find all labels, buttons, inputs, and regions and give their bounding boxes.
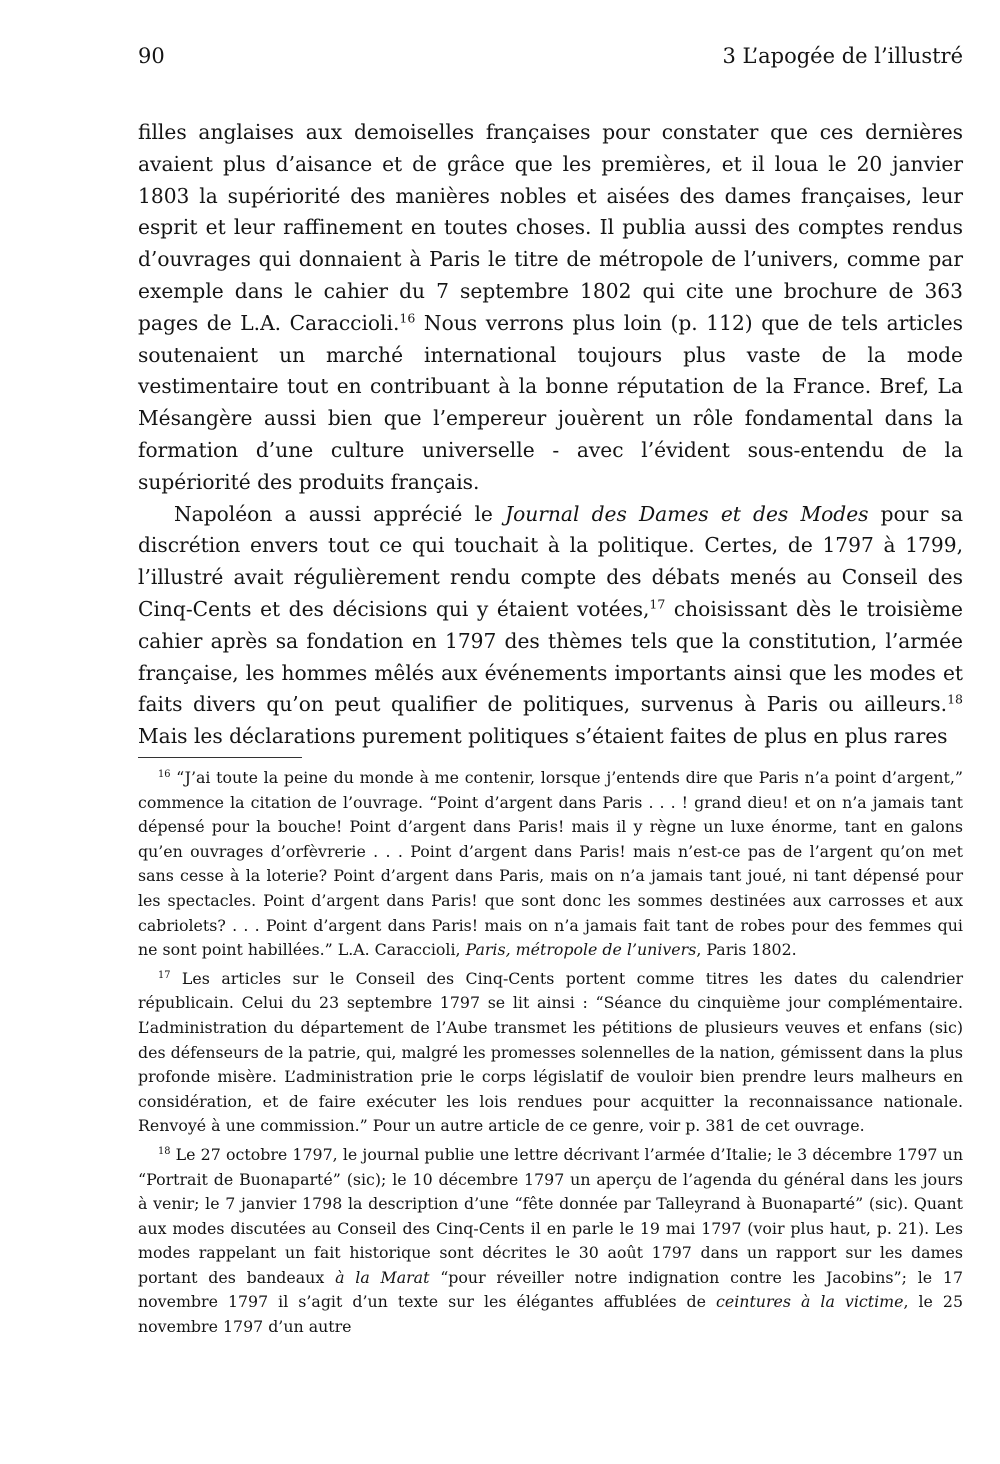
running-head: 3 L’apogée de l’illustré [722,44,963,68]
paragraph-2-text-b: pour sa discrétion envers tout ce qui touchait à la politique. Certes, de 1797 à 1799, l’illustré avait régulièrement rendu compte des débats menés au Conseil des Cinq-Cents et des décisions qui y étaient votées, [138,501,963,621]
footnote-rule [138,757,302,758]
footnote-18-text-c: , le 25 novembre 1797 d’un autre [138,1292,963,1337]
footnote-16-book-title: Paris, métropole de l’univers [465,940,697,960]
paragraph-2 [138,499,963,753]
footnote-ref-17: 17 [649,596,666,612]
footnote-number: 16 [158,768,171,780]
page-header [138,44,963,80]
paragraph-1-text-cont: Nous verrons plus loin (p. 112) que de tels articles soutenaient un marché international toujours plus vaste de la mode vestimentaire tout en contribuant à la bonne réputation de la France. Bref, La Mésangère aussi bien que l’empereur jouèrent un rôle fondamental dans la formation d’une culture universelle - avec l’évident sous-entendu de la supériorité des produits français. [138,310,963,494]
footnote-18-text: Le 27 octobre 1797, le journal publie une lettre décrivant l’armée d’Italie; le 3 décembre 1797 un “Portrait de Buonaparté” (sic); le 10 décembre 1797 un aperçu de l’agenda du général dans les jours à venir; le 7 janvier 1798 la description d’une “fête donnée par Talleyrand à Buonaparté” (sic). Quant aux modes discutées au Conseil des Cinq-Cents il en parle le 19 mai 1797 (voir plus haut, p. 21). Les modes rappelant un fait historique sont décrites le 30 août 1797 dans un rapport sur les dames portant des bandeaux [138,1144,963,1287]
paragraph-1 [138,117,963,499]
footnote-number: 17 [158,969,171,981]
footnote-ref-18: 18 [947,691,963,707]
footnote-17-text: Les articles sur le Conseil des Cinq-Cents portent comme titres les dates du calendrier républicain. Celui du 23 septembre 1797 se lit ainsi : “Séance du cinquième jour complémentaire. L’administration du département de l’Aube transmet les pétitions de plusieurs veuves et enfans (sic) des défenseurs de la patrie, qui, malgré les promesses solennelles de la nation, gémissent dans la plus profonde misère. L’administration prie le corps législatif de vouloir bien prendre leurs malheurs en considération, et de faire exécuter les lois rendues pour acquitter la reconnaissance nationale. Renvoyé à une commission.” Pour un autre article de ce genre, voir p. 381 de cet ouvrage. [138,968,963,1136]
footnote-18 [138,1143,963,1340]
footnote-16 [138,766,963,963]
journal-title: Journal des Dames et des Modes [505,501,869,526]
paragraph-1-text: filles anglaises aux demoiselles françaises pour constater que ces dernières avaient plus d’aisance et de grâce que les premières, et il loua le 20 janvier 1803 la supériorité des manières nobles et aisées des dames françaises, leur esprit et leur raffinement en toutes choses. Il publia aussi des comptes rendus d’ouvrages qui donnaient à Paris le titre de métropole de l’univers, comme par exemple dans le cahier du 7 septembre 1802 qui cite une brochure de 363 pages de L.A. Caraccioli. [138,120,963,335]
footnote-16-text: “J’ai toute la peine du monde à me contenir, lorsque j’entends dire que Paris n’a point d’argent,” commence la citation de l’ouvrage. “Point d’argent dans Paris . . . ! grand dieu! et on n’a jamais tant dépensé pour la bouche! Point d’argent dans Paris! mais il y règne un luxe énorme, tant en galons qu’en ouvrages d’orfèvrerie . . . Point d’argent dans Paris! mais n’est-ce pas de l’argent qu’on met sans cesse à la loterie? Point d’argent dans Paris, mais on n’a jamais tant joué, ni tant dépensé pour les spectacles. Point d’argent dans Paris! que sont donc les sommes destinées aux carrosses et aux cabriolets? . . . Point d’argent dans Paris! mais on n’a jamais fait tant de robes pour des femmes qui ne sont point habillées.” L.A. Caraccioli, [138,768,963,960]
footnote-ref-16: 16 [399,310,416,326]
page-number: 90 [138,44,165,68]
footnote-18-italic-1: à la Marat [335,1267,430,1287]
paragraph-2-text-a: Napoléon a aussi apprécié le [174,501,506,526]
footnote-number: 18 [158,1145,171,1157]
footnote-18-text-b: “pour réveiller notre indignation contre les Jacobins”; le 17 novembre 1797 il s’agit d’un texte sur les élégantes affublées de [138,1267,964,1312]
paragraph-2-text-c: choisissant dès le troisième cahier après sa fondation en 1797 des thèmes tels que la constitution, l’armée française, les hommes mêlés aux événements importants ainsi que les modes et faits divers qu’on peut qualifier de politiques, survenus à Paris ou ailleurs. [138,596,963,717]
paragraph-2-text-d: Mais les déclarations purement politiques s’étaient faites de plus en plus rares [138,724,948,749]
footnotes [138,766,963,1344]
body-text [138,117,963,753]
footnote-18-italic-2: ceintures à la victime [716,1292,904,1312]
footnote-17 [138,967,963,1139]
footnote-16-text-end: , Paris 1802. [696,940,797,960]
